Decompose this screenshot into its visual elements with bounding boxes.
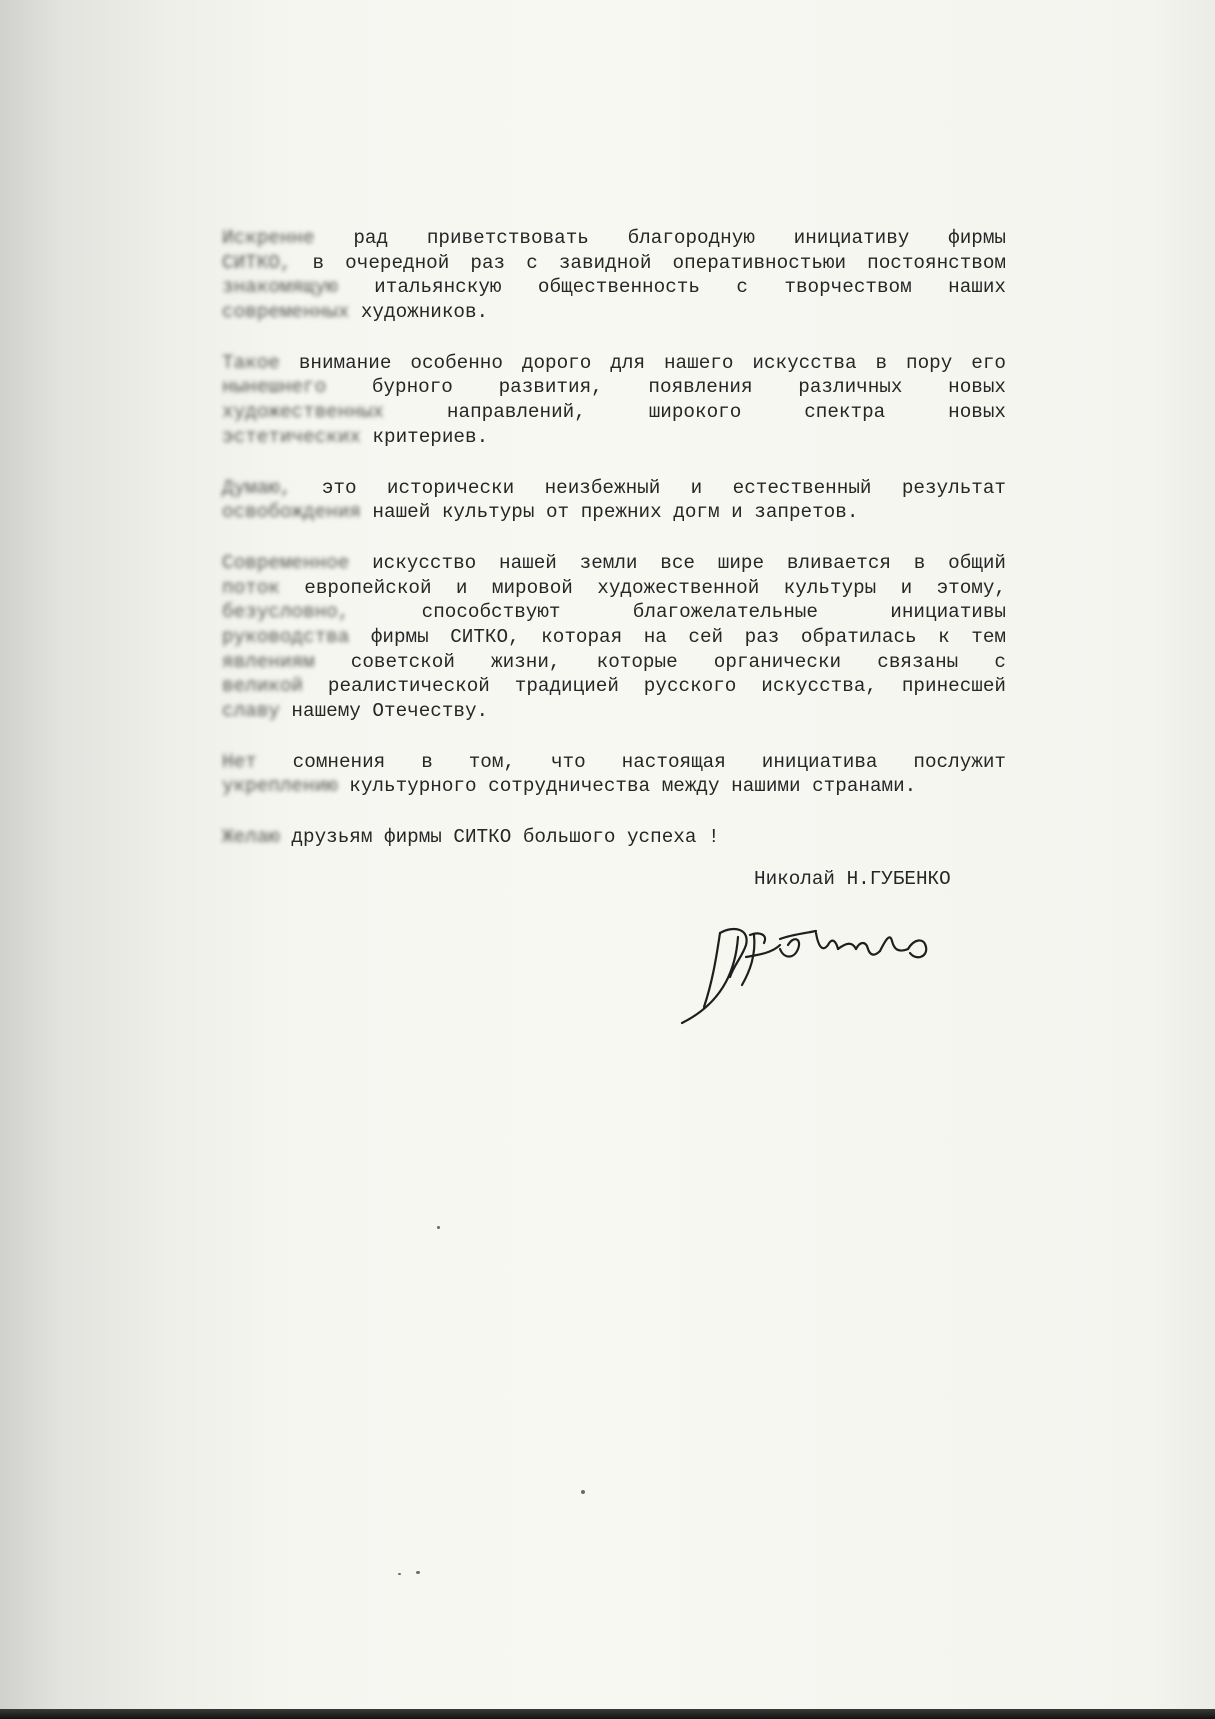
text-line: знакомящую итальянскую общественность с творчеством наших bbox=[222, 276, 1006, 299]
text-line: нынешнего бурного развития, появления различных новых bbox=[222, 376, 1006, 399]
text-line: укреплению культурного сотрудничества между нашими странами. bbox=[222, 775, 917, 798]
signature-image bbox=[676, 905, 1006, 1035]
text-line: художественных направлений, широкого спектра новых bbox=[222, 401, 1006, 424]
text-line: Думаю, это исторически неизбежный и естественный результат bbox=[222, 476, 1006, 499]
text-line: СИТКО, в очередной раз с завидной оперативностьюи постоянством bbox=[222, 251, 1006, 274]
text-line: Современное искусство нашей земли все шире вливается в общий bbox=[222, 551, 1006, 574]
text-line: поток европейской и мировой художественной культуры и этому, bbox=[222, 576, 1006, 599]
closing-line bbox=[222, 825, 1006, 850]
text-line: Нет сомнения в том, что настоящая инициатива послужит bbox=[222, 750, 1006, 773]
text-line: безусловно, способствуют благожелательные инициативы bbox=[222, 601, 1006, 624]
paragraph-1 bbox=[222, 226, 1006, 325]
text-line: явлениям советской жизни, которые органически связаны с bbox=[222, 650, 1006, 673]
paragraph-2 bbox=[222, 351, 1006, 450]
text-line: Желаю друзьям фирмы СИТКО большого успеха ! bbox=[222, 826, 720, 849]
paper-speck bbox=[581, 1490, 585, 1494]
paragraph-4 bbox=[222, 551, 1006, 724]
paper-speck bbox=[398, 1573, 401, 1575]
paragraph-5 bbox=[222, 750, 1006, 799]
text-line: руководства фирмы СИТКО, которая на сей раз обратилась к тем bbox=[222, 625, 1006, 648]
text-line: Искренне рад приветствовать благородную инициативу фирмы bbox=[222, 227, 1006, 249]
text-line: освобождения нашей культуры от прежних догм и запретов. bbox=[222, 501, 859, 524]
text-line: славу нашему Отечеству. bbox=[222, 700, 489, 722]
text-line: великой реалистической традицией русского искусства, принесшей bbox=[222, 675, 1006, 698]
text-line: Такое внимание особенно дорого для нашего искусства в пору его bbox=[222, 351, 1006, 374]
text-line: современных художников. bbox=[222, 301, 489, 324]
author-name: Николай Н.ГУБЕНКО bbox=[754, 868, 951, 890]
paragraph-3 bbox=[222, 476, 1006, 525]
page-bottom-edge bbox=[0, 1709, 1215, 1719]
paper-speck bbox=[437, 1226, 440, 1229]
letter-body bbox=[222, 226, 1006, 850]
paper-speck bbox=[416, 1571, 420, 1574]
text-line: эстетических критериев. bbox=[222, 425, 489, 448]
